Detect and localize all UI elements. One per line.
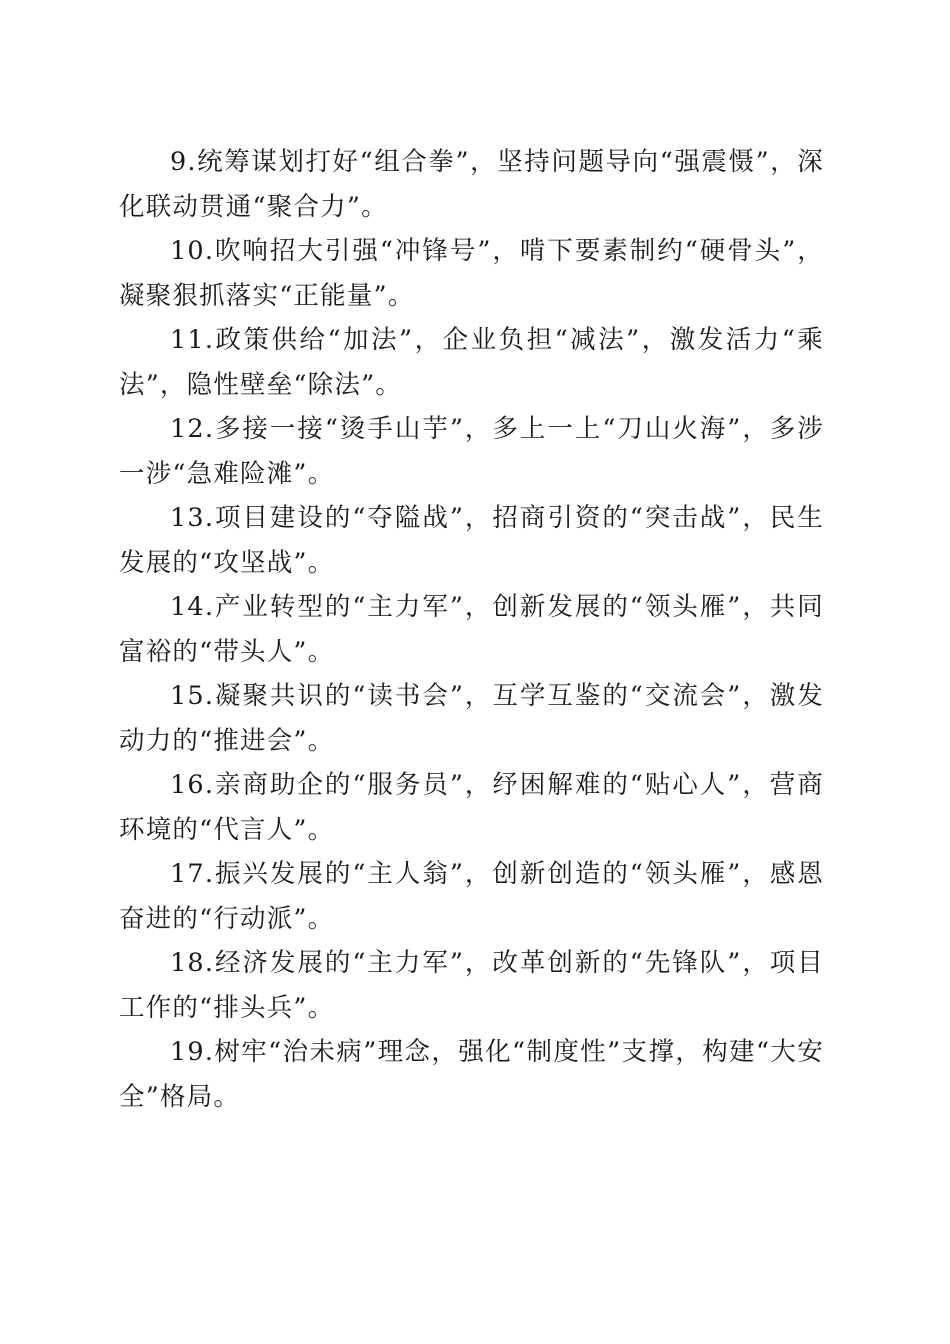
document-body [119, 140, 824, 1119]
paragraph-16: 16.亲商助企的“服务员”，纾困解难的“贴心人”，营商环境的“代言人”。 [119, 770, 824, 845]
paragraph-12: 12.多接一接“烫手山芋”，多上一上“刀山火海”，多涉一涉“急难险滩”。 [119, 414, 824, 489]
paragraph-18: 18.经济发展的“主力军”，改革创新的“先锋队”，项目工作的“排头兵”。 [119, 948, 824, 1023]
paragraph-13: 13.项目建设的“夺隘战”，招商引资的“突击战”，民生发展的“攻坚战”。 [119, 503, 824, 578]
paragraph-9: 9.统筹谋划打好“组合拳”，坚持问题导向“强震慑”，深化联动贯通“聚合力”。 [119, 147, 824, 222]
paragraph-19: 19.树牢“治未病”理念，强化“制度性”支撑，构建“大安全”格局。 [119, 1037, 824, 1112]
paragraph-10: 10.吹响招大引强“冲锋号”，啃下要素制约“硬骨头”，凝聚狠抓落实“正能量”。 [119, 236, 824, 311]
paragraph-14: 14.产业转型的“主力军”，创新发展的“领头雁”，共同富裕的“带头人”。 [119, 592, 824, 667]
paragraph-15: 15.凝聚共识的“读书会”，互学互鉴的“交流会”，激发动力的“推进会”。 [119, 681, 824, 756]
paragraph-11: 11.政策供给“加法”，企业负担“减法”，激发活力“乘法”，隐性壁垒“除法”。 [119, 325, 824, 400]
paragraph-17: 17.振兴发展的“主人翁”，创新创造的“领头雁”，感恩奋进的“行动派”。 [119, 859, 824, 934]
